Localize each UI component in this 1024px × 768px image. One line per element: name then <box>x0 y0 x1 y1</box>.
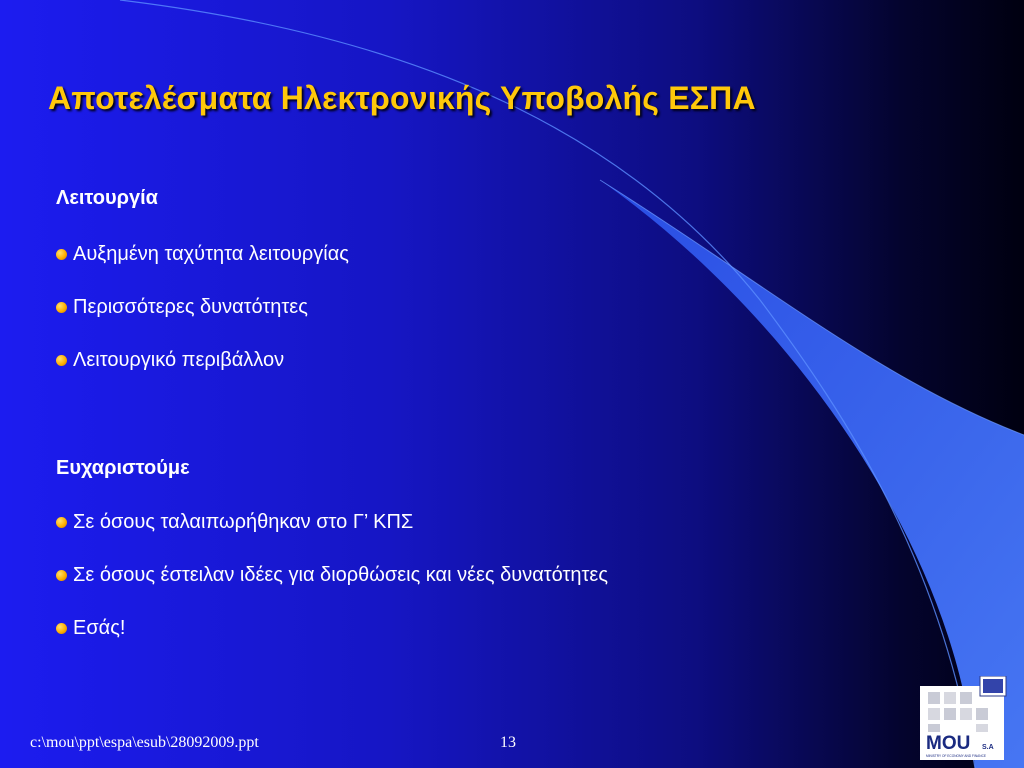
mou-logo-icon <box>920 676 1010 760</box>
round-bullet-icon <box>56 355 67 366</box>
list-item-text: Σε όσους ταλαιπωρήθηκαν στο Γ’ ΚΠΣ <box>73 511 414 533</box>
logo-subtext: MINISTRY OF ECONOMY AND FINANCE <box>926 754 987 758</box>
section-heading-thanks: Ευχαριστούμε <box>56 457 190 479</box>
slide-title: Αποτελέσματα Ηλεκτρονικής Υποβολής ΕΣΠΑ <box>48 80 756 116</box>
round-bullet-icon <box>56 517 67 528</box>
round-bullet-icon <box>56 249 67 260</box>
list-item-text: Εσάς! <box>73 617 126 639</box>
list-item <box>56 243 349 266</box>
list-item <box>56 564 608 587</box>
round-bullet-icon <box>56 570 67 581</box>
logo-text: MOU <box>926 733 971 754</box>
list-item <box>56 511 413 534</box>
list-item-text: Περισσότερες δυνατότητες <box>73 296 308 318</box>
list-item <box>56 296 308 319</box>
round-bullet-icon <box>56 623 67 634</box>
footer-file-path: c:\mou\ppt\espa\esub\28092009.ppt <box>30 734 259 751</box>
list-item-text: Σε όσους έστειλαν ιδέες για διορθώσεις και νέες δυνατότητες <box>73 564 608 586</box>
logo-suffix: S.A <box>982 744 994 751</box>
list-item <box>56 617 125 640</box>
round-bullet-icon <box>56 302 67 313</box>
list-item-text: Λειτουργικό περιβάλλον <box>73 349 285 371</box>
slide-number: 13 <box>500 734 516 751</box>
list-item <box>56 349 284 372</box>
section-heading-functionality: Λειτουργία <box>56 187 158 209</box>
list-item-text: Αυξημένη ταχύτητα λειτουργίας <box>73 243 349 265</box>
